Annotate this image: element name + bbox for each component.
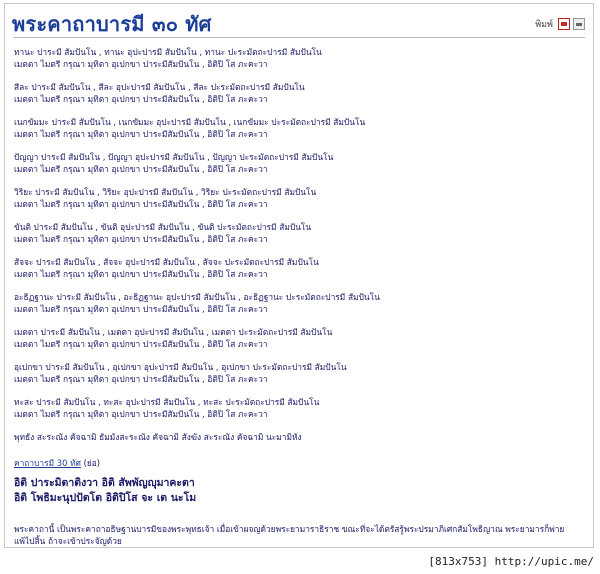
verse-paragraph xyxy=(14,82,592,105)
verse-line: เมตตา ไมตรี กรุณา มุทิตา อุเปกขา ปาระมีสัมปันโน , อิติปิ โส ภะคะวา xyxy=(14,408,268,419)
verse-line: เมตตา ไมตรี กรุณา มุทิตา อุเปกขา ปาระมีสัมปันโน , อิติปิ โส ภะคะวา xyxy=(14,338,268,349)
article-body xyxy=(14,47,592,547)
verse-paragraph xyxy=(14,187,592,210)
page-title: พระคาถาบารมี ๓๐ ทัศ xyxy=(12,12,212,36)
verse-line: เมตตา ไมตรี กรุณา มุทิตา อุเปกขา ปาระมีสัมปันโน , อิติปิ โส ภะคะวา xyxy=(14,58,268,69)
verse-line: ขันติ ปาระมี สัมปันโน , ขันติ อุปะปารมี สัมปันโน , ขันติ ปะระมัตถะปารมี สัมปันโน xyxy=(14,222,312,232)
verse-paragraph xyxy=(14,47,592,70)
verse-line: ทานะ ปาระมี สัมปันโน , ทานะ อุปะปารมี สัมปันโน , ทานะ ปะระมัตถะปารมี สัมปันโน xyxy=(14,47,322,57)
explanation-note xyxy=(14,524,592,547)
verse-paragraph xyxy=(14,117,592,140)
verse-line: สัจจะ ปาระมี สัมปันโน , สัจจะ อุปะปารมี สัมปันโน , สัจจะ ปะระมัตถะปารมี สัมปันโน xyxy=(14,257,319,267)
verse-line: เมตตา ปาระมี สัมปันโน , เมตตา อุปะปารมี สัมปันโน , เมตตา ปะระมัตถะปารมี สัมปันโน xyxy=(14,327,333,337)
verse-paragraph xyxy=(14,327,592,350)
verse-paragraph xyxy=(14,257,592,280)
verse-line: ทะสะ ปาระมี สัมปันโน , ทะสะ อุปะปารมี สัมปันโน , ทะสะ ปะระมัตถะปารมี สัมปันโน xyxy=(14,397,320,407)
printer-icon[interactable] xyxy=(573,18,585,30)
verse-line: ปัญญา ปาระมี สัมปันโน , ปัญญา อุปะปารมี สัมปันโน , ปัญญา ปะระมัตถะปารมี สัมปันโน xyxy=(14,152,334,162)
verse-line: เมตตา ไมตรี กรุณา มุทิตา อุเปกขา ปาระมีสัมปันโน , อิติปิ โส ภะคะวา xyxy=(14,93,268,104)
verse-line: สีละ ปาระมี สัมปันโน , สีละ อุปะปารมี สัมปันโน , สีละ ปะระมัตถะปารมี สัมปันโน xyxy=(14,82,305,92)
verse-line: เมตตา ไมตรี กรุณา มุทิตา อุเปกขา ปาระมีสัมปันโน , อิติปิ โส ภะคะวา xyxy=(14,233,268,244)
short-verse xyxy=(14,476,592,506)
content-panel xyxy=(4,3,594,548)
note-line: แพ้ไปสิ้น ถ้าจะเข้าประจัญด้วย xyxy=(14,535,122,546)
note-line: พระคาถานี้ เป็นพระคาถาอธิษฐานบารมีของพระพุทธเจ้า เมื่อเข้าผจญด้วยพระยามาราธิราช ขณะที่จะได้ตรัสรู้พระปรมาภิเศกสัมโพธิญาณ พระยามารก็พ่าย xyxy=(14,524,565,534)
verse-line: เมตตา ไมตรี กรุณา มุทิตา อุเปกขา ปาระมีสัมปันโน , อิติปิ โส ภะคะวา xyxy=(14,303,268,314)
verse-line: เมตตา ไมตรี กรุณา มุทิตา อุเปกขา ปาระมีสัมปันโน , อิติปิ โส ภะคะวา xyxy=(14,373,268,384)
watermark: [813x753] http://upic.me/ xyxy=(428,555,594,568)
closing-line: พุทธัง สะระณัง คัจฉามิ ธัมมังสะระณัง คัจฉามิ สังฆัง สะระณัง คัจฉามิ นะมามิหัง xyxy=(14,432,302,442)
short-version-link[interactable]: คาถาบารมี 30 ทัศ xyxy=(14,457,81,468)
verse-paragraph xyxy=(14,152,592,175)
link-suffix: (ย่อ) xyxy=(80,457,101,468)
verse-line: เมตตา ไมตรี กรุณา มุทิตา อุเปกขา ปาระมีสัมปันโน , อิติปิ โส ภะคะวา xyxy=(14,198,268,209)
verse-paragraph xyxy=(14,292,592,315)
verse-paragraph xyxy=(14,222,592,245)
verse-paragraph xyxy=(14,362,592,385)
print-label[interactable]: พิมพ์ xyxy=(535,20,553,30)
verse-line: เมตตา ไมตรี กรุณา มุทิตา อุเปกขา ปาระมีสัมปันโน , อิติปิ โส ภะคะวา xyxy=(14,268,268,279)
verse-line: อุเปกขา ปาระมี สัมปันโน , อุเปกขา อุปะปารมี สัมปันโน , อุเปกขา ปะระมัตถะปารมี สัมปันโน xyxy=(14,362,347,372)
short-verse-line: อิติ โพธิมะนุปปัตโต อิติปิโส จะ เต นะโม xyxy=(14,492,197,504)
verse-line: เมตตา ไมตรี กรุณา มุทิตา อุเปกขา ปาระมีสัมปันโน , อิติปิ โส ภะคะวา xyxy=(14,163,268,174)
toolbar xyxy=(535,17,585,31)
verse-line: เนกขัมมะ ปาระมี สัมปันโน , เนกขัมมะ อุปะปารมี สัมปันโน , เนกขัมมะ ปะระมัตถะปารมี สัมปันโน xyxy=(14,117,366,127)
short-verse-line: อิติ ปาระมิตาติงวา อิติ สัพพัญญุมาคะตา xyxy=(14,477,195,489)
verse-line: วิริยะ ปาระมี สัมปันโน , วิริยะ อุปะปารมี สัมปันโน , วิริยะ ปะระมัตถะปารมี สัมปันโน xyxy=(14,187,317,197)
verse-line: เมตตา ไมตรี กรุณา มุทิตา อุเปกขา ปาระมีสัมปันโน , อิติปิ โส ภะคะวา xyxy=(14,128,268,139)
verse-paragraph xyxy=(14,397,592,420)
verse-line: อะธิฏฐานะ ปาระมี สัมปันโน , อะธิฏฐานะ อุปะปารมี สัมปันโน , อะธิฏฐานะ ปะระมัตถะปารมี สัมปันโน xyxy=(14,292,380,302)
title-divider xyxy=(13,37,585,38)
related-link-line xyxy=(14,458,592,470)
pdf-icon[interactable] xyxy=(558,18,570,30)
